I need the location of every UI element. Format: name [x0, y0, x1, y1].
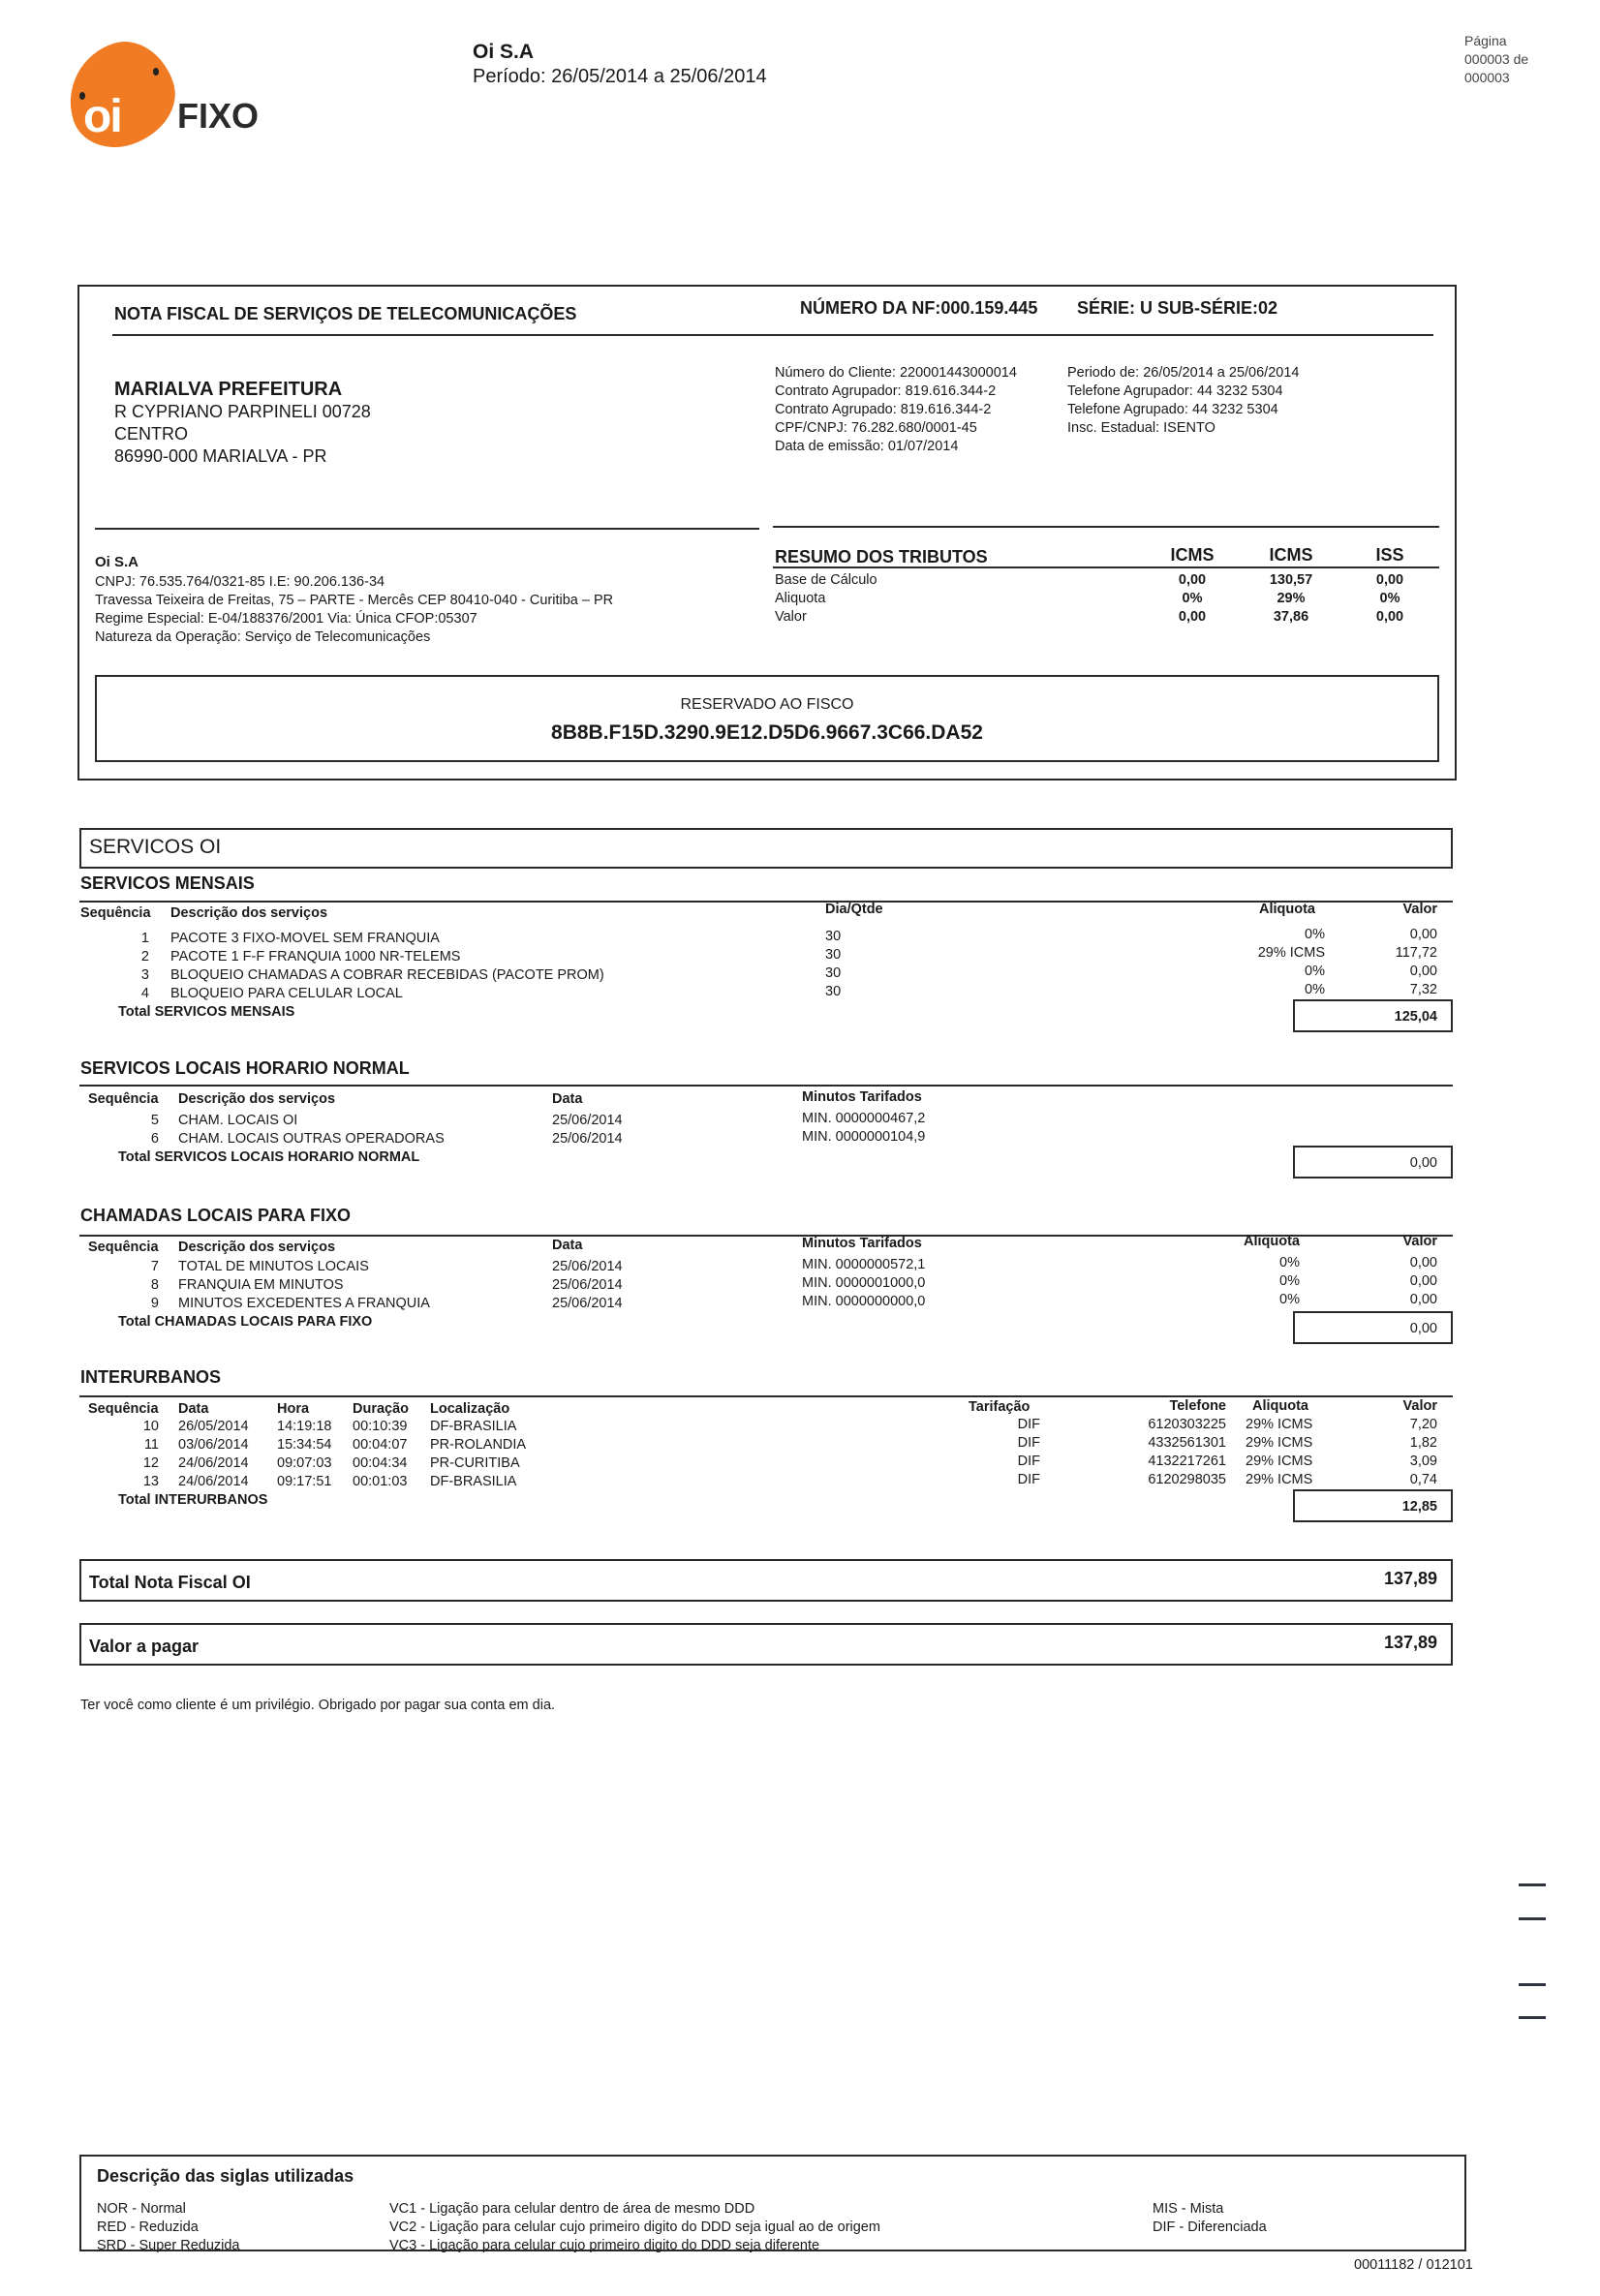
col-header-aliquota: Aliquota: [1252, 1398, 1308, 1414]
row-seq: 4: [140, 986, 149, 1001]
total-value: 0,00: [1409, 1155, 1437, 1171]
logo-oi-text: oi: [83, 91, 121, 142]
fisco-label: RESERVADO AO FISCO: [680, 696, 854, 713]
row-aliquota: 29% ICMS: [1246, 1454, 1313, 1469]
row-valor: 0,00: [1409, 964, 1437, 979]
legend-item: MIS - Mista: [1153, 2201, 1224, 2217]
legend-item: RED - Reduzida: [97, 2219, 199, 2235]
col-header-minutos: Minutos Tarifados: [802, 1089, 922, 1105]
row-aliquota: 29% ICMS: [1246, 1417, 1313, 1432]
row-seq: 1: [140, 931, 149, 946]
row-tarifacao: DIF: [1017, 1417, 1040, 1432]
col-header-duracao: Duração: [353, 1401, 410, 1417]
row-valor: 1,82: [1409, 1435, 1437, 1451]
col-header-seq: Sequência: [88, 1401, 159, 1417]
row-tarifacao: DIF: [1017, 1454, 1040, 1469]
col-header-hora: Hora: [277, 1401, 310, 1417]
row-desc: TOTAL DE MINUTOS LOCAIS: [178, 1259, 369, 1274]
total-box: [1293, 999, 1453, 1032]
legend-col-3: [1153, 2200, 1267, 2237]
col-header-data: Data: [552, 1238, 583, 1253]
row-data: 25/06/2014: [552, 1259, 623, 1274]
row-hora: 09:07:03: [277, 1455, 332, 1471]
customer-address-line: 86990-000 MARIALVA - PR: [114, 446, 327, 466]
footer-code: 00011182 / 012101: [1354, 2257, 1473, 2273]
issuer-name: Oi S.A: [95, 554, 139, 570]
scan-mark-icon: [1519, 1883, 1546, 1886]
tax-value: 29%: [1277, 591, 1306, 606]
row-minutos: MIN. 0000001000,0: [802, 1275, 926, 1291]
row-valor: 7,20: [1409, 1417, 1437, 1432]
total-value: 125,04: [1394, 1009, 1437, 1025]
invoice-serie: SÉRIE: U SUB-SÉRIE:02: [1077, 298, 1278, 318]
logo-dot-icon: [153, 68, 159, 76]
row-valor: 0,00: [1409, 927, 1437, 942]
col-header-local: Localização: [430, 1401, 510, 1417]
issuer-block: [95, 552, 613, 647]
row-desc: BLOQUEIO CHAMADAS A COBRAR RECEBIDAS (PACOTE PROM): [170, 967, 604, 983]
row-duracao: 00:10:39: [353, 1419, 408, 1434]
row-data: 25/06/2014: [552, 1131, 623, 1147]
row-qty: 30: [825, 947, 842, 963]
row-hora: 09:17:51: [277, 1474, 332, 1489]
row-hora: 15:34:54: [277, 1437, 332, 1453]
legend-item: SRD - Super Reduzida: [97, 2238, 240, 2253]
row-desc: BLOQUEIO PARA CELULAR LOCAL: [170, 986, 403, 1001]
row-seq: 7: [150, 1259, 159, 1274]
row-data: 25/06/2014: [552, 1296, 623, 1311]
col-header-aliquota: Aliquota: [1244, 1234, 1300, 1249]
fisco-box: [95, 675, 1439, 762]
col-header-telefone: Telefone: [1169, 1398, 1226, 1414]
row-seq: 11: [143, 1437, 159, 1453]
row-tarifacao: DIF: [1017, 1435, 1040, 1451]
logo-product-text: FIXO: [177, 96, 260, 136]
row-telefone: 6120303225: [1148, 1417, 1226, 1432]
total-value: 0,00: [1409, 1321, 1437, 1336]
total-label: Total CHAMADAS LOCAIS PARA FIXO: [118, 1314, 373, 1330]
total-box: [1293, 1311, 1453, 1344]
row-aliquota: 0%: [1305, 927, 1325, 942]
col-header-valor: Valor: [1402, 1234, 1437, 1249]
row-data: 25/06/2014: [552, 1277, 623, 1293]
row-duracao: 00:04:07: [353, 1437, 408, 1453]
legend-item: VC3 - Ligação para celular cujo primeiro digito do DDD seja diferente: [389, 2238, 820, 2253]
header-period: Período: 26/05/2014 a 25/06/2014: [473, 66, 767, 87]
page-label: Página: [1464, 33, 1507, 48]
tax-value: 130,57: [1269, 572, 1313, 588]
row-aliquota: 29% ICMS: [1257, 945, 1325, 961]
tax-value: 0%: [1182, 591, 1203, 606]
row-data: 24/06/2014: [178, 1455, 249, 1471]
oi-fixo-logo: [68, 44, 260, 150]
tax-value: 0,00: [1375, 572, 1404, 588]
row-local: DF-BRASILIA: [430, 1474, 517, 1489]
row-telefone: 6120298035: [1148, 1472, 1226, 1487]
row-seq: 8: [150, 1277, 159, 1293]
customer-address-line: R CYPRIANO PARPINELI 00728: [114, 402, 371, 421]
row-valor: 0,74: [1409, 1472, 1437, 1487]
phone-grouper: Telefone Agrupador: 44 3232 5304: [1067, 383, 1283, 399]
tax-summary-title: RESUMO DOS TRIBUTOS: [775, 547, 988, 566]
tax-col-header: ICMS: [1170, 545, 1215, 565]
col-header-desc: Descrição dos serviços: [178, 1240, 336, 1255]
page-indicator: [1464, 32, 1528, 87]
divider: [773, 566, 1439, 568]
row-desc: PACOTE 1 F-F FRANQUIA 1000 NR-TELEMS: [170, 949, 461, 964]
col-header-desc: Descrição dos serviços: [178, 1091, 336, 1107]
row-desc: PACOTE 3 FIXO-MOVEL SEM FRANQUIA: [170, 931, 440, 946]
total-label: Total INTERURBANOS: [118, 1492, 268, 1508]
col-header-desc: Descrição dos serviços: [170, 905, 328, 921]
row-qty: 30: [825, 984, 842, 999]
col-header-seq: Sequência: [88, 1091, 159, 1107]
row-local: PR-ROLANDIA: [430, 1437, 527, 1453]
row-minutos: MIN. 0000000000,0: [802, 1294, 926, 1309]
fisco-code: 8B8B.F15D.3290.9E12.D5D6.9667.3C66.DA52: [551, 721, 983, 744]
legend-box: [79, 2155, 1466, 2251]
col-header-seq: Sequência: [88, 1240, 159, 1255]
row-qty: 30: [825, 965, 842, 981]
valor-pagar-box: [79, 1623, 1453, 1666]
row-desc: MINUTOS EXCEDENTES A FRANQUIA: [178, 1296, 430, 1311]
total-box: [1293, 1146, 1453, 1179]
contract-grouped: Contrato Agrupado: 819.616.344-2: [775, 402, 992, 417]
row-desc: CHAM. LOCAIS OUTRAS OPERADORAS: [178, 1131, 445, 1147]
row-hora: 14:19:18: [277, 1419, 332, 1434]
section-title-locais: SERVICOS LOCAIS HORARIO NORMAL: [80, 1058, 410, 1078]
scan-mark-icon: [1519, 1983, 1546, 1986]
col-header-seq: Sequência: [80, 905, 151, 921]
total-nota-value: 137,89: [1383, 1569, 1437, 1588]
invoice-number: NÚMERO DA NF:000.159.445: [800, 298, 1038, 318]
thank-you-message: Ter você como cliente é um privilégio. Obrigado por pagar sua conta em dia.: [80, 1698, 556, 1713]
customer-address-line: CENTRO: [114, 424, 188, 444]
col-header-valor: Valor: [1402, 902, 1437, 917]
scan-mark-icon: [1519, 2016, 1546, 2019]
col-header-tarifacao: Tarifação: [969, 1399, 1031, 1415]
col-header-valor: Valor: [1402, 1398, 1437, 1414]
row-telefone: 4332561301: [1148, 1435, 1226, 1451]
tax-row-label: Aliquota: [775, 591, 826, 606]
row-seq: 6: [150, 1131, 159, 1147]
row-qty: 30: [825, 929, 842, 944]
row-aliquota: 0%: [1279, 1292, 1300, 1307]
row-valor: 7,32: [1409, 982, 1437, 997]
col-header-aliquota: Aliquota: [1259, 902, 1315, 917]
page-current: 000003 de: [1464, 51, 1529, 67]
row-telefone: 4132217261: [1148, 1454, 1226, 1469]
customer-name: MARIALVA PREFEITURA: [114, 379, 343, 400]
scan-mark-icon: [1519, 1917, 1546, 1920]
total-nota-label: Total Nota Fiscal OI: [89, 1573, 251, 1592]
total-box: [1293, 1489, 1453, 1522]
row-aliquota: 0%: [1305, 964, 1325, 979]
tax-value: 0,00: [1375, 609, 1404, 625]
col-header-data: Data: [552, 1091, 583, 1107]
row-data: 24/06/2014: [178, 1474, 249, 1489]
divider: [112, 334, 1433, 336]
col-header-data: Data: [178, 1401, 209, 1417]
row-aliquota: 0%: [1305, 982, 1325, 997]
row-seq: 5: [150, 1113, 159, 1128]
legend-col-2: [389, 2200, 880, 2255]
phone-grouped: Telefone Agrupado: 44 3232 5304: [1067, 402, 1278, 417]
row-valor: 0,00: [1409, 1292, 1437, 1307]
section-title-interurbanos: INTERURBANOS: [80, 1367, 222, 1387]
header-company: Oi S.A: [473, 41, 535, 63]
row-tarifacao: DIF: [1017, 1472, 1040, 1487]
legend-item: VC2 - Ligação para celular cujo primeiro digito do DDD seja igual ao de origem: [389, 2219, 880, 2235]
issuer-line: Natureza da Operação: Serviço de Telecomunicações: [95, 629, 431, 645]
section-title-fixo: CHAMADAS LOCAIS PARA FIXO: [80, 1206, 351, 1225]
services-title: SERVICOS OI: [89, 836, 222, 858]
tax-value: 0%: [1379, 591, 1400, 606]
row-local: DF-BRASILIA: [430, 1419, 517, 1434]
page-total: 000003: [1464, 70, 1510, 85]
row-valor: 117,72: [1395, 945, 1437, 961]
invoice-title: NOTA FISCAL DE SERVIÇOS DE TELECOMUNICAÇÕES: [114, 304, 577, 323]
tax-value: 0,00: [1178, 572, 1207, 588]
row-duracao: 00:01:03: [353, 1474, 408, 1489]
legend-col-1: [97, 2200, 240, 2255]
row-seq: 9: [150, 1296, 159, 1311]
col-header-minutos: Minutos Tarifados: [802, 1236, 922, 1251]
row-seq: 12: [142, 1455, 159, 1471]
issuer-line: Travessa Teixeira de Freitas, 75 – PARTE - Mercês CEP 80410-040 - Curitiba – PR: [95, 593, 614, 608]
row-desc: FRANQUIA EM MINUTOS: [178, 1277, 344, 1293]
total-label: Total SERVICOS MENSAIS: [118, 1004, 295, 1020]
client-info-right: [1067, 364, 1299, 438]
row-minutos: MIN. 0000000572,1: [802, 1257, 926, 1272]
customer-block: [114, 378, 371, 468]
row-seq: 13: [142, 1474, 159, 1489]
row-aliquota: 0%: [1279, 1255, 1300, 1270]
legend-item: DIF - Diferenciada: [1153, 2219, 1267, 2235]
row-seq: 3: [140, 967, 149, 983]
row-aliquota: 29% ICMS: [1246, 1472, 1313, 1487]
issuer-line: Regime Especial: E-04/188376/2001 Via: Única CFOP:05307: [95, 611, 477, 627]
tax-row-label: Base de Cálculo: [775, 572, 877, 588]
total-nota-box: [79, 1559, 1453, 1602]
row-valor: 0,00: [1409, 1255, 1437, 1270]
divider: [773, 526, 1439, 528]
row-local: PR-CURITIBA: [430, 1455, 520, 1471]
issuer-line: CNPJ: 76.535.764/0321-85 I.E: 90.206.136-34: [95, 574, 385, 590]
tax-col-header: ISS: [1375, 545, 1404, 565]
total-value: 12,85: [1401, 1499, 1437, 1515]
section-title-mensais: SERVICOS MENSAIS: [80, 873, 255, 893]
row-minutos: MIN. 0000000467,2: [802, 1111, 926, 1126]
row-desc: CHAM. LOCAIS OI: [178, 1113, 298, 1128]
divider: [95, 528, 759, 530]
period-range: Periodo de: 26/05/2014 a 25/06/2014: [1067, 365, 1300, 381]
row-duracao: 00:04:34: [353, 1455, 408, 1471]
divider: [79, 1085, 1453, 1087]
tax-row-label: Valor: [775, 609, 807, 625]
legend-title: Descrição das siglas utilizadas: [97, 2166, 354, 2186]
total-label: Total SERVICOS LOCAIS HORARIO NORMAL: [118, 1149, 420, 1165]
cpf-cnpj: CPF/CNPJ: 76.282.680/0001-45: [775, 420, 977, 436]
tax-value: 37,86: [1273, 609, 1309, 625]
divider: [79, 1395, 1453, 1397]
legend-item: NOR - Normal: [97, 2201, 186, 2217]
row-data: 25/06/2014: [552, 1113, 623, 1128]
row-valor: 3,09: [1409, 1454, 1437, 1469]
issue-date: Data de emissão: 01/07/2014: [775, 439, 959, 454]
row-seq: 2: [140, 949, 149, 964]
client-info-left: [775, 364, 1017, 456]
row-aliquota: 29% ICMS: [1246, 1435, 1313, 1451]
client-number: Número do Cliente: 220001443000014: [775, 365, 1017, 381]
services-title-box: [79, 828, 1453, 869]
contract-grouper: Contrato Agrupador: 819.616.344-2: [775, 383, 997, 399]
oi-logo-shape-icon: [54, 30, 187, 160]
row-minutos: MIN. 0000000104,9: [802, 1129, 926, 1145]
row-seq: 10: [142, 1419, 159, 1434]
valor-pagar-value: 137,89: [1383, 1633, 1437, 1652]
valor-pagar-label: Valor a pagar: [89, 1637, 200, 1656]
legend-item: VC1 - Ligação para celular dentro de área de mesmo DDD: [389, 2201, 755, 2217]
row-data: 03/06/2014: [178, 1437, 249, 1453]
tax-col-header: ICMS: [1269, 545, 1313, 565]
row-aliquota: 0%: [1279, 1273, 1300, 1289]
col-header-qty: Dia/Qtde: [825, 902, 883, 917]
row-valor: 0,00: [1409, 1273, 1437, 1289]
row-data: 26/05/2014: [178, 1419, 249, 1434]
state-registration: Insc. Estadual: ISENTO: [1067, 420, 1215, 436]
tax-value: 0,00: [1178, 609, 1207, 625]
